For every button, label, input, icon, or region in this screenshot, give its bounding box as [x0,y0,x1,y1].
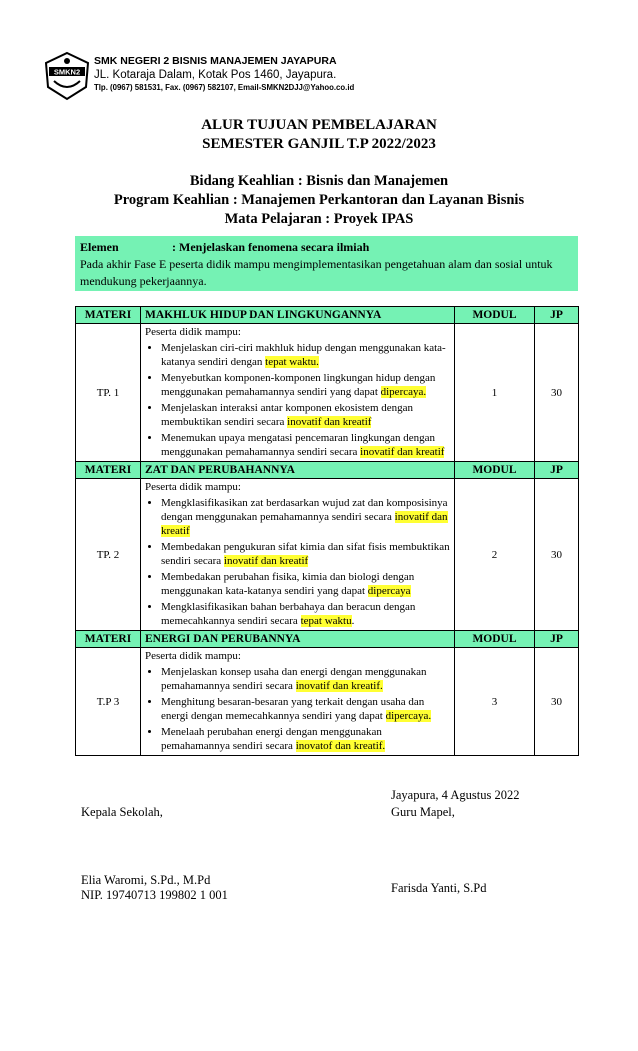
objective-text: Menelaah perubahan energi dengan menggunakan pemahamannya sendiri secara [161,726,382,752]
col-modul-header: MODUL [455,307,535,324]
elemen-description: Pada akhir Fase E peserta didik mampu mengimplementasikan pengetahuan alam dan sosial untuk mendukung pekerjaannya. [80,257,553,288]
highlighted-keyword: dipercaya. [380,386,427,398]
highlighted-keyword: dipercaya [367,585,411,597]
objective-item [161,371,450,399]
objective-text: Menjelaskan konsep usaha dan energi dengan menggunakan pemahamannya sendiri secara [161,666,427,692]
col-materi-header: MATERI [76,462,141,479]
elemen-value: : Menjelaskan fenomena secara ilmiah [172,240,370,254]
section-heading: ENERGI DAN PERUBANNYA [141,631,455,648]
school-logo [42,51,92,101]
objective-text: Menyebutkan komponen-komponen lingkungan hidup dengan menggunakan pemahamannya sendiri yang dapat [161,372,436,398]
section-content-row [76,479,579,631]
highlighted-keyword: inovatif dan kreatif [223,555,309,567]
objective-item [161,600,450,628]
objective-text: Mengklasifikasikan bahan berbahaya dan beracun dengan memecahkannya sendiri secara [161,601,416,627]
elemen-label: Elemen [80,240,119,254]
bidang-keahlian: Bidang Keahlian : Bisnis dan Manajemen [189,173,449,189]
section-header-row [76,307,579,324]
objective-item [161,431,450,459]
objective-text: Menjelaskan interaksi antar komponen ekosistem dengan membuktikan sendiri secara [161,402,414,428]
highlighted-keyword: inovatif dan kreatif [360,446,445,458]
col-jp-header: JP [535,462,579,479]
program-keahlian: Program Keahlian : Manajemen Perkantoran dan Layanan Bisnis [113,192,525,208]
highlighted-keyword: dipercaya. [385,710,432,722]
modul-value: 1 [455,324,535,462]
objective-list [145,665,450,753]
col-jp-header: JP [535,307,579,324]
highlighted-keyword: inovatof dan kreatif. [295,740,386,752]
learning-objectives [141,324,455,462]
kepala-sekolah-name: Elia Waromi, S.Pd., M.Pd [81,873,211,887]
guru-mapel-role: Guru Mapel, [391,805,455,819]
section-content-row [76,648,579,756]
objective-list [145,341,450,459]
section-header-row [76,462,579,479]
objective-text: Menghitung besaran-besaran yang terkait dengan usaha dan energi dengan memecahkannya sendiri yang dapat [161,696,425,722]
highlighted-keyword: tepat waktu [300,615,352,627]
jp-value: 30 [535,324,579,462]
objective-item [161,540,450,568]
objective-item [161,496,450,538]
intro-text: Peserta didik mampu: [145,326,241,338]
highlighted-keyword: tepat waktu. [265,356,319,368]
objective-text: Membedakan pengukuran sifat kimia dan sifat fisis membuktikan sendiri secara [161,541,450,567]
materi-table [75,306,579,756]
tp-label: T.P 3 [76,648,141,756]
doc-title: ALUR TUJUAN PEMBELAJARAN [201,117,437,133]
col-materi-header: MATERI [76,307,141,324]
objective-text: Menemukan upaya mengatasi pencemaran lingkungan dengan menggunakan pemahamannya sendiri secara [161,432,435,458]
logo-text: SMKN2 [53,67,81,77]
elemen-box [75,236,578,291]
objective-item [161,725,450,753]
highlighted-keyword: inovatif dan kreatif. [295,680,383,692]
objective-item [161,341,450,369]
doc-subtitle: SEMESTER GANJIL T.P 2022/2023 [202,136,436,152]
highlighted-keyword: inovatif dan kreatif [287,416,372,428]
school-name: SMK NEGERI 2 BISNIS MANAJEMEN JAYAPURA [94,55,337,67]
school-contact: Tlp. (0967) 581531, Fax. (0967) 582107, Email-SMKN2DJJ@Yahoo.co.id [94,83,355,92]
mata-pelajaran: Mata Pelajaran : Proyek IPAS [224,211,414,227]
highlighted-keyword: inovatif dan kreatif [161,511,448,537]
school-address: JL. Kotaraja Dalam, Kotak Pos 1460, Jayapura. [94,69,337,81]
section-heading: ZAT DAN PERUBAHANNYA [141,462,455,479]
objective-item [161,570,450,598]
col-modul-header: MODUL [455,462,535,479]
objective-text: Membedakan perubahan fisika, kimia dan biologi dengan menggunakan kata-katanya sendiri yang dapat [161,571,415,597]
col-materi-header: MATERI [76,631,141,648]
col-jp-header: JP [535,631,579,648]
learning-objectives [141,479,455,631]
objective-item [161,401,450,429]
objective-text: Mengklasifikasikan zat berdasarkan wujud zat dan komposisinya dengan menggunakan pemahamannya sendiri secara [161,497,448,523]
modul-value: 2 [455,479,535,631]
col-modul-header: MODUL [455,631,535,648]
tp-label: TP. 1 [76,324,141,462]
jp-value: 30 [535,648,579,756]
objective-text: Menjelaskan ciri-ciri makhluk hidup dengan menggunakan kata-katanya sendiri dengan [161,342,446,368]
letterhead [94,54,354,93]
objective-item [161,695,450,723]
jp-value: 30 [535,479,579,631]
intro-text: Peserta didik mampu: [145,481,241,493]
section-header-row [76,631,579,648]
guru-mapel-name: Farisda Yanti, S.Pd [391,881,487,895]
objective-list [145,496,450,628]
objective-item [161,665,450,693]
section-heading: MAKHLUK HIDUP DAN LINGKUNGANNYA [141,307,455,324]
tp-label: TP. 2 [76,479,141,631]
section-content-row [76,324,579,462]
kepala-sekolah-role: Kepala Sekolah, [81,805,163,819]
modul-value: 3 [455,648,535,756]
learning-objectives [141,648,455,756]
intro-text: Peserta didik mampu: [145,650,241,662]
objective-suffix: . [351,615,355,627]
kepala-sekolah-nip: NIP. 19740713 199802 1 001 [81,888,228,902]
place-date: Jayapura, 4 Agustus 2022 [391,788,520,802]
